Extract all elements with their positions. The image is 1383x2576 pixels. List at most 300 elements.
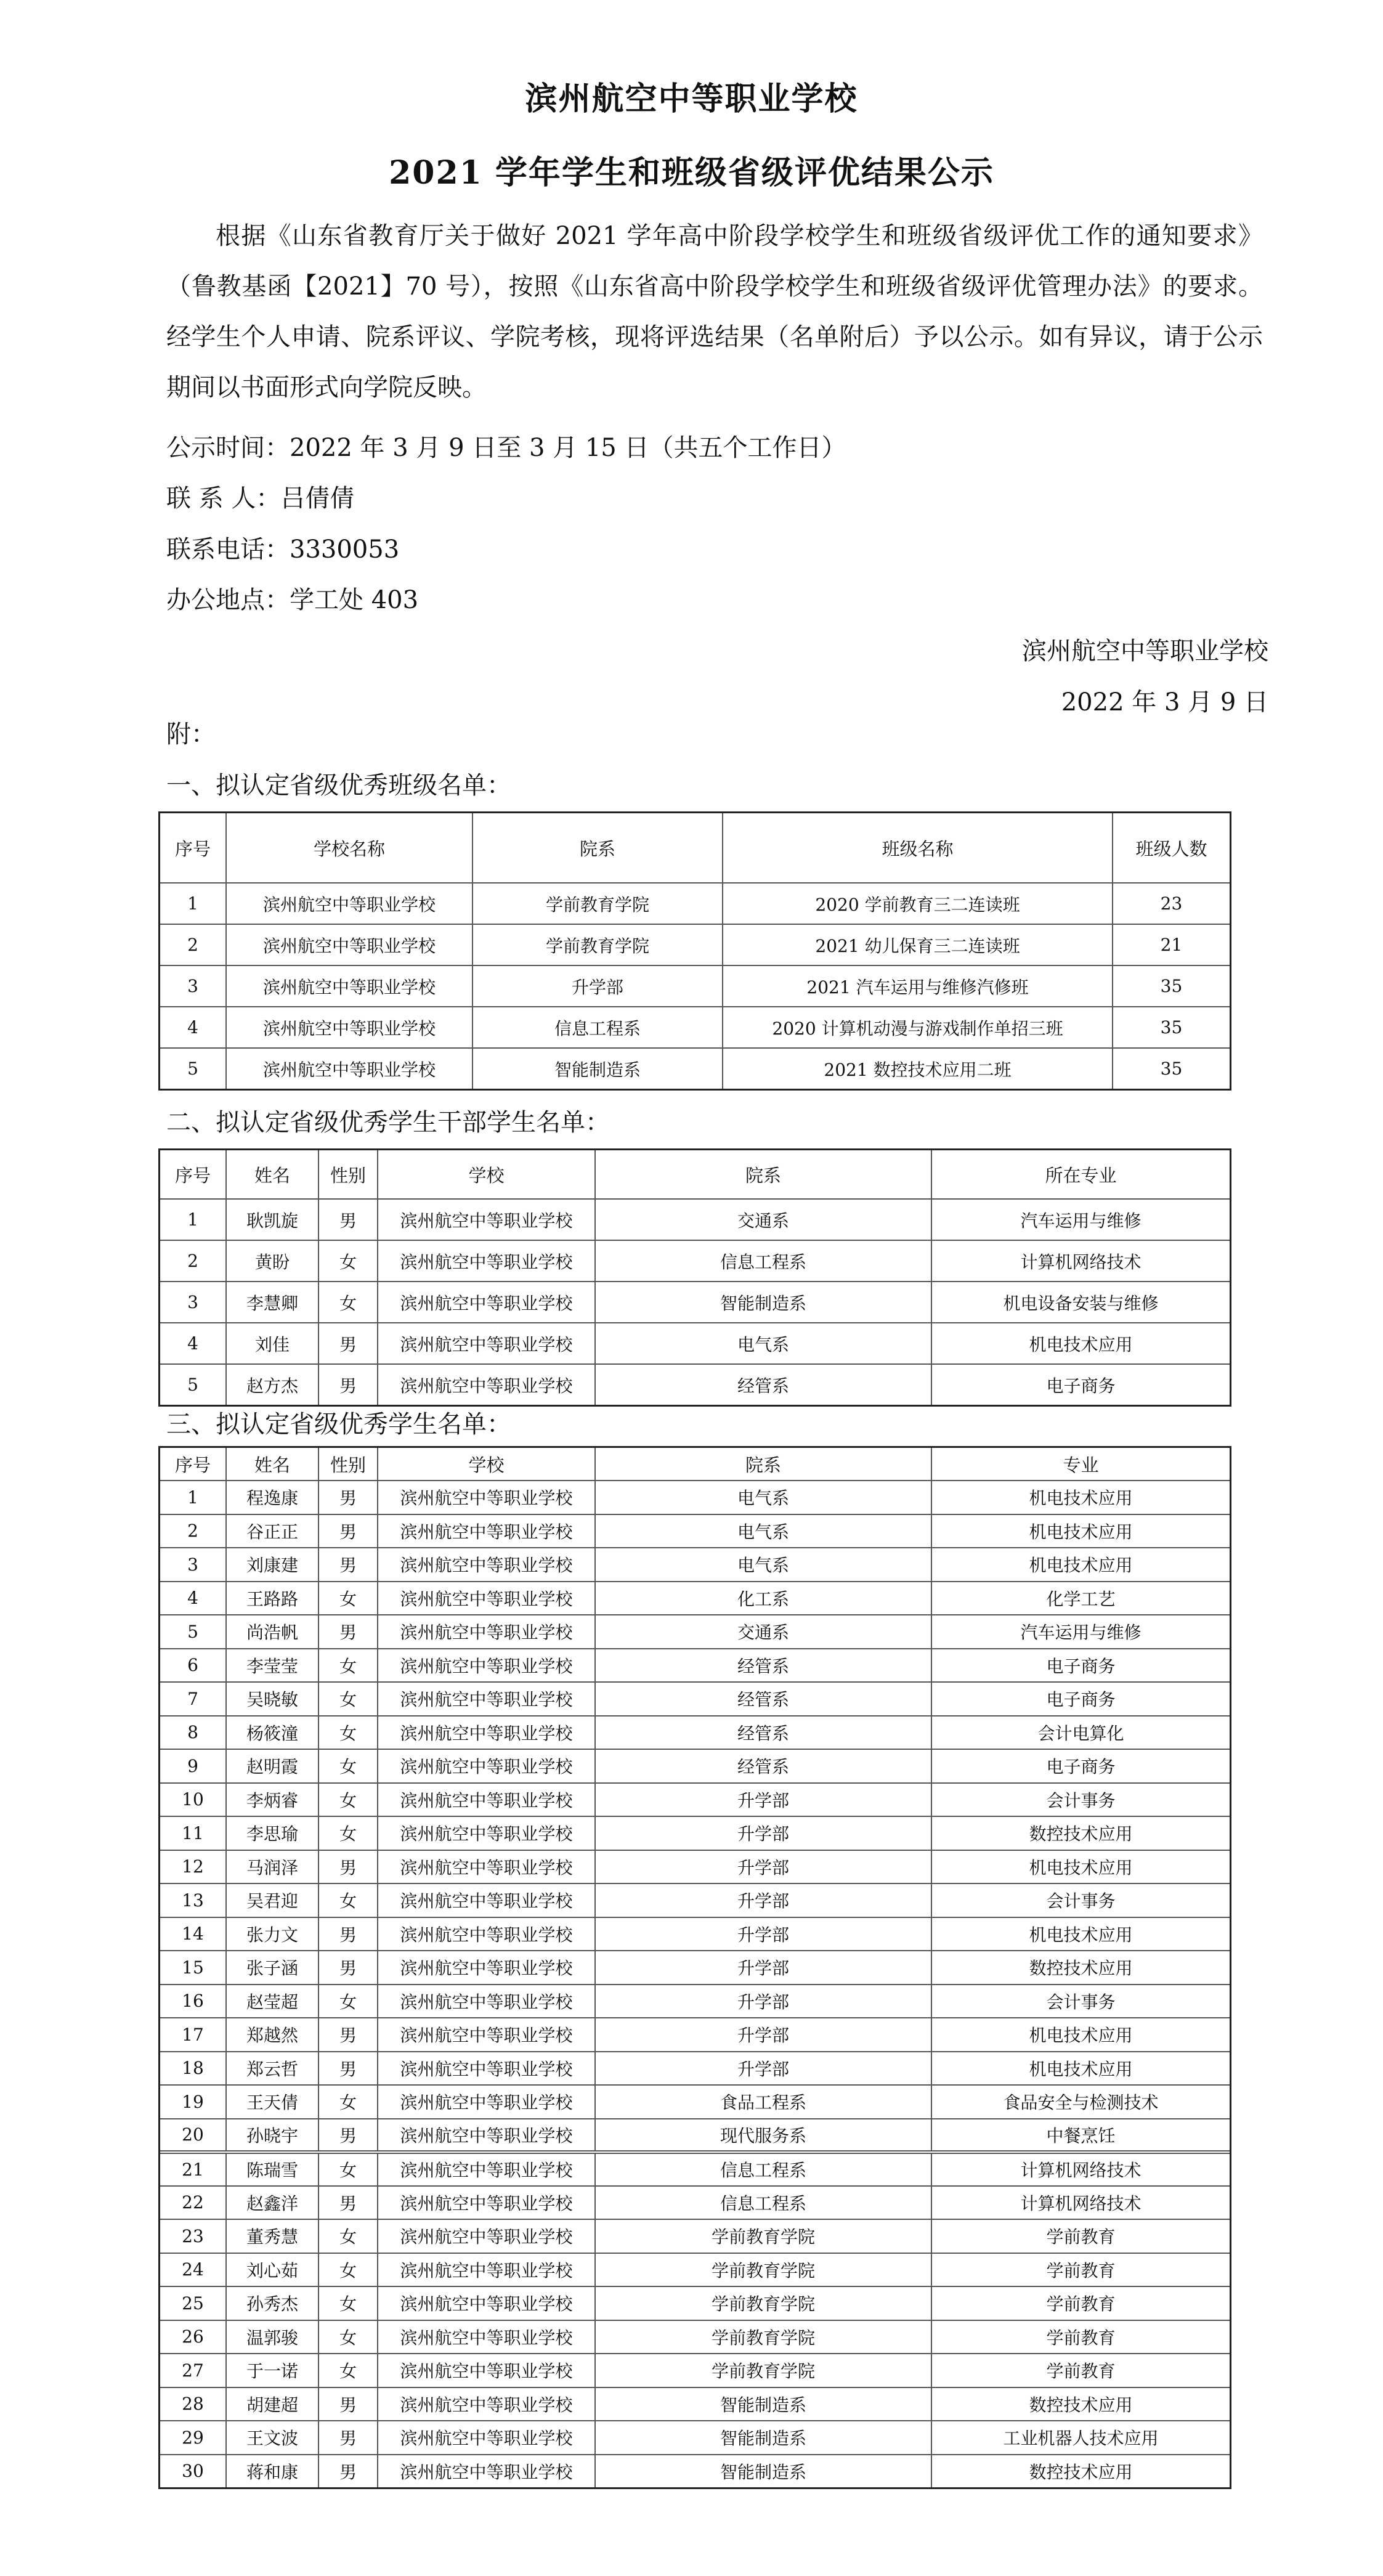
table-cell: 滨州航空中等职业学校	[378, 1649, 595, 1683]
table-cell: 学前教育	[931, 2253, 1230, 2287]
contact-person: 联 系 人：吕倩倩	[166, 484, 355, 513]
table-cell: 李莹莹	[226, 1649, 318, 1683]
table-cell: 女	[318, 1749, 378, 1783]
column-header: 姓名	[226, 1150, 318, 1199]
table-cell: 赵鑫洋	[226, 2186, 318, 2220]
table-cell: 化工系	[595, 1582, 931, 1615]
intro-paragraph: 根据《山东省教育厅关于做好 2021 学年高中阶段学校学生和班级省级评优工作的通知要求》（鲁教基函【2021】70 号），按照《山东省高中阶段学校学生和班级省级评优管理办法》的要求。经学生个人申请、院系评议、学院考核，现将评选结果（名单附后）予以公示。如有异议，请于公示期间以书面形式向学院反映。	[166, 222, 1263, 402]
table-cell: 电气系	[595, 1323, 931, 1364]
table-header-row	[160, 813, 1230, 883]
table-cell: 19	[160, 2085, 226, 2119]
excellent-cadre-table	[159, 1149, 1231, 1406]
table-cell: 王路路	[226, 1582, 318, 1615]
table-cell: 机电技术应用	[931, 2052, 1230, 2086]
table-cell: 男	[318, 1364, 378, 1405]
table-cell: 蒋和康	[226, 2455, 318, 2489]
table-cell: 2021 幼儿保育三二连读班	[723, 924, 1113, 965]
table-row	[160, 1199, 1230, 1240]
table-cell: 滨州航空中等职业学校	[378, 1548, 595, 1582]
column-header: 学校	[378, 1150, 595, 1199]
table-cell: 女	[318, 1582, 378, 1615]
table-cell: 王天倩	[226, 2085, 318, 2119]
table-row	[160, 1582, 1230, 1615]
table-cell: 21	[160, 2152, 226, 2186]
table-cell: 会计事务	[931, 1985, 1230, 2018]
table-cell: 24	[160, 2253, 226, 2287]
table-cell: 男	[318, 1917, 378, 1951]
table-cell: 滨州航空中等职业学校	[378, 1883, 595, 1917]
table-cell: 滨州航空中等职业学校	[378, 1682, 595, 1716]
table-cell: 25	[160, 2286, 226, 2320]
table-cell: 郑越然	[226, 2018, 318, 2052]
table-cell: 电气系	[595, 1481, 931, 1514]
table-cell: 滨州航空中等职业学校	[378, 1615, 595, 1649]
table-row	[160, 2455, 1230, 2489]
table-header-row	[160, 1447, 1230, 1481]
table-cell: 男	[318, 1850, 378, 1884]
table-cell: 3	[160, 965, 226, 1007]
table-cell: 女	[318, 1682, 378, 1716]
table-cell: 男	[318, 2387, 378, 2421]
table-cell: 学前教育	[931, 2354, 1230, 2387]
table-cell: 李思瑜	[226, 1816, 318, 1850]
table-cell: 刘心茹	[226, 2253, 318, 2287]
table-cell: 升学部	[595, 1951, 931, 1985]
table-cell: 7	[160, 1682, 226, 1716]
table-cell: 3	[160, 1548, 226, 1582]
table-cell: 学前教育学院	[595, 2320, 931, 2354]
table-cell: 女	[318, 1649, 378, 1683]
table-cell: 2020 计算机动漫与游戏制作单招三班	[723, 1007, 1113, 1048]
table-cell: 学前教育学院	[595, 2253, 931, 2287]
table-cell: 电子商务	[931, 1749, 1230, 1783]
table-cell: 赵莹超	[226, 1985, 318, 2018]
table-cell: 孙晓宇	[226, 2119, 318, 2153]
table-row	[160, 2119, 1230, 2153]
table-cell: 会计事务	[931, 1883, 1230, 1917]
table-cell: 男	[318, 2421, 378, 2455]
column-header: 序号	[160, 1447, 226, 1481]
table-cell: 2020 学前教育三二连读班	[723, 883, 1113, 924]
table-cell: 女	[318, 2253, 378, 2287]
table-cell: 2	[160, 924, 226, 965]
table-cell: 2	[160, 1514, 226, 1548]
table-cell: 滨州航空中等职业学校	[378, 2052, 595, 2086]
table-cell: 4	[160, 1323, 226, 1364]
table-row	[160, 1649, 1230, 1683]
table-cell: 11	[160, 1816, 226, 1850]
table-row	[160, 924, 1230, 965]
table-cell: 电子商务	[931, 1682, 1230, 1716]
table-row	[160, 2354, 1230, 2387]
table-cell: 男	[318, 1199, 378, 1240]
table-cell: 交通系	[595, 1199, 931, 1240]
table-cell: 汽车运用与维修	[931, 1615, 1230, 1649]
table-cell: 陈瑞雪	[226, 2152, 318, 2186]
table-row	[160, 965, 1230, 1007]
table-cell: 升学部	[595, 1850, 931, 1884]
table-cell: 10	[160, 1783, 226, 1817]
table-cell: 滨州航空中等职业学校	[378, 1716, 595, 1750]
table-cell: 经管系	[595, 1749, 931, 1783]
table-cell: 刘康建	[226, 1548, 318, 1582]
table-cell: 1	[160, 883, 226, 924]
table-cell: 马润泽	[226, 1850, 318, 1884]
table-cell: 23	[1113, 883, 1230, 924]
column-header: 院系	[595, 1447, 931, 1481]
table-cell: 学前教育	[931, 2219, 1230, 2253]
table-cell: 中餐烹饪	[931, 2119, 1230, 2153]
table-cell: 数控技术应用	[931, 2455, 1230, 2489]
table-cell: 滨州航空中等职业学校	[378, 1481, 595, 1514]
section3-heading: 三、拟认定省级优秀学生名单：	[166, 1410, 511, 1439]
column-header: 学校名称	[226, 813, 472, 883]
table-cell: 升学部	[595, 2018, 931, 2052]
table-cell: 男	[318, 1514, 378, 1548]
table-cell: 滨州航空中等职业学校	[378, 2085, 595, 2119]
table-row	[160, 1481, 1230, 1514]
table-cell: 吴晓敏	[226, 1682, 318, 1716]
table-cell: 智能制造系	[595, 2455, 931, 2489]
table-cell: 女	[318, 2354, 378, 2387]
table-cell: 女	[318, 1985, 378, 2018]
column-header: 序号	[160, 1150, 226, 1199]
table-cell: 计算机网络技术	[931, 2152, 1230, 2186]
table-cell: 滨州航空中等职业学校	[378, 2286, 595, 2320]
table-cell: 赵方杰	[226, 1364, 318, 1405]
table-cell: 男	[318, 1615, 378, 1649]
table-cell: 男	[318, 2052, 378, 2086]
table-cell: 杨筱潼	[226, 1716, 318, 1750]
table-cell: 耿凯旋	[226, 1199, 318, 1240]
table-cell: 35	[1113, 1048, 1230, 1089]
table-row	[160, 1323, 1230, 1364]
table-cell: 男	[318, 1951, 378, 1985]
table-cell: 20	[160, 2119, 226, 2153]
table-cell: 汽车运用与维修	[931, 1199, 1230, 1240]
table-row	[160, 2018, 1230, 2052]
table-cell: 滨州航空中等职业学校	[378, 2320, 595, 2354]
table-cell: 女	[318, 2085, 378, 2119]
table-cell: 升学部	[595, 1985, 931, 2018]
table-cell: 滨州航空中等职业学校	[378, 1323, 595, 1364]
table-cell: 男	[318, 2455, 378, 2489]
table-cell: 交通系	[595, 1615, 931, 1649]
table-cell: 计算机网络技术	[931, 1240, 1230, 1282]
table-cell: 机电技术应用	[931, 1850, 1230, 1884]
table-cell: 15	[160, 1951, 226, 1985]
table-cell: 电气系	[595, 1548, 931, 1582]
table-cell: 滨州航空中等职业学校	[226, 883, 472, 924]
table-cell: 升学部	[472, 965, 723, 1007]
table-cell: 滨州航空中等职业学校	[378, 2219, 595, 2253]
table-cell: 赵明霞	[226, 1749, 318, 1783]
column-header: 专业	[931, 1447, 1230, 1481]
column-header: 班级人数	[1113, 813, 1230, 883]
table-cell: 升学部	[595, 1917, 931, 1951]
table-cell: 男	[318, 1548, 378, 1582]
table-cell: 滨州航空中等职业学校	[378, 1199, 595, 1240]
table-cell: 13	[160, 1883, 226, 1917]
table-cell: 机电技术应用	[931, 1548, 1230, 1582]
table-cell: 学前教育学院	[595, 2219, 931, 2253]
table-cell: 男	[318, 2018, 378, 2052]
table-cell: 谷正正	[226, 1514, 318, 1548]
table-header-row	[160, 1150, 1230, 1199]
table-row	[160, 1007, 1230, 1048]
table-cell: 升学部	[595, 1783, 931, 1817]
table-cell: 滨州航空中等职业学校	[378, 1783, 595, 1817]
table-cell: 2	[160, 1240, 226, 1282]
contact-phone: 联系电话：3330053	[166, 535, 400, 564]
table-cell: 信息工程系	[595, 1240, 931, 1282]
excellent-class-table	[159, 812, 1231, 1090]
table-row	[160, 1985, 1230, 2018]
table-row	[160, 1615, 1230, 1649]
column-header: 学校	[378, 1447, 595, 1481]
table-cell: 29	[160, 2421, 226, 2455]
table-cell: 王文波	[226, 2421, 318, 2455]
table-cell: 数控技术应用	[931, 2387, 1230, 2421]
table-cell: 女	[318, 1883, 378, 1917]
table-cell: 电子商务	[931, 1364, 1230, 1405]
table-cell: 学前教育	[931, 2286, 1230, 2320]
table-cell: 经管系	[595, 1649, 931, 1683]
table-cell: 信息工程系	[472, 1007, 723, 1048]
table-cell: 女	[318, 1282, 378, 1323]
table-cell: 刘佳	[226, 1323, 318, 1364]
table-row	[160, 2387, 1230, 2421]
table-cell: 滨州航空中等职业学校	[378, 1816, 595, 1850]
table-cell: 滨州航空中等职业学校	[378, 1850, 595, 1884]
table-cell: 智能制造系	[595, 2421, 931, 2455]
table-cell: 女	[318, 1240, 378, 1282]
table-cell: 男	[318, 2186, 378, 2220]
table-cell: 女	[318, 2152, 378, 2186]
table-cell: 男	[318, 2119, 378, 2153]
table-row	[160, 2085, 1230, 2119]
table-cell: 学前教育学院	[595, 2354, 931, 2387]
table-cell: 滨州航空中等职业学校	[378, 1985, 595, 2018]
column-header: 所在专业	[931, 1150, 1230, 1199]
table-cell: 滨州航空中等职业学校	[378, 1282, 595, 1323]
table-cell: 会计电算化	[931, 1716, 1230, 1750]
table-row	[160, 1682, 1230, 1716]
table-cell: 27	[160, 2354, 226, 2387]
column-header: 班级名称	[723, 813, 1113, 883]
table-cell: 学前教育学院	[472, 883, 723, 924]
table-cell: 滨州航空中等职业学校	[378, 2186, 595, 2220]
table-cell: 6	[160, 1649, 226, 1683]
table-cell: 升学部	[595, 2052, 931, 2086]
column-header: 性别	[318, 1150, 378, 1199]
table-cell: 滨州航空中等职业学校	[378, 2253, 595, 2287]
table-cell: 5	[160, 1364, 226, 1405]
signature-date: 2022 年 3 月 9 日	[1061, 688, 1268, 717]
table-cell: 滨州航空中等职业学校	[378, 2421, 595, 2455]
table-row	[160, 1548, 1230, 1582]
table-cell: 23	[160, 2219, 226, 2253]
table-cell: 食品工程系	[595, 2085, 931, 2119]
table-cell: 李慧卿	[226, 1282, 318, 1323]
table-cell: 计算机网络技术	[931, 2186, 1230, 2220]
table-row	[160, 1883, 1230, 1917]
section1-heading: 一、拟认定省级优秀班级名单：	[166, 771, 511, 800]
table-row	[160, 1282, 1230, 1323]
table-cell: 5	[160, 1048, 226, 1089]
table-cell: 孙秀杰	[226, 2286, 318, 2320]
table-cell: 机电技术应用	[931, 1323, 1230, 1364]
table-row	[160, 2286, 1230, 2320]
table-cell: 机电设备安装与维修	[931, 1282, 1230, 1323]
table-row	[160, 2253, 1230, 2287]
table-cell: 郑云哲	[226, 2052, 318, 2086]
table-cell: 30	[160, 2455, 226, 2489]
section2-heading: 二、拟认定省级优秀学生干部学生名单：	[166, 1108, 610, 1137]
table-cell: 机电技术应用	[931, 1917, 1230, 1951]
table-cell: 28	[160, 2387, 226, 2421]
table-cell: 8	[160, 1716, 226, 1750]
table-row	[160, 1716, 1230, 1750]
column-header: 姓名	[226, 1447, 318, 1481]
excellent-student-table	[159, 1447, 1231, 2489]
notice-title: 2021 学年学生和班级省级评优结果公示	[389, 154, 994, 192]
table-cell: 李炳睿	[226, 1783, 318, 1817]
table-cell: 董秀慧	[226, 2219, 318, 2253]
table-cell: 35	[1113, 1007, 1230, 1048]
column-header: 院系	[595, 1150, 931, 1199]
column-header: 性别	[318, 1447, 378, 1481]
table-cell: 滨州航空中等职业学校	[226, 924, 472, 965]
table-cell: 女	[318, 2286, 378, 2320]
table-cell: 经管系	[595, 1682, 931, 1716]
table-row	[160, 2052, 1230, 2086]
table-cell: 滨州航空中等职业学校	[378, 2018, 595, 2052]
table-cell: 35	[1113, 965, 1230, 1007]
table-row	[160, 2186, 1230, 2220]
table-cell: 会计事务	[931, 1783, 1230, 1817]
table-cell: 信息工程系	[595, 2186, 931, 2220]
table-cell: 滨州航空中等职业学校	[378, 1917, 595, 1951]
table-cell: 数控技术应用	[931, 1951, 1230, 1985]
table-cell: 食品安全与检测技术	[931, 2085, 1230, 2119]
table-cell: 滨州航空中等职业学校	[378, 1749, 595, 1783]
signature-org: 滨州航空中等职业学校	[1022, 637, 1268, 665]
table-cell: 滨州航空中等职业学校	[226, 1007, 472, 1048]
table-cell: 程逸康	[226, 1481, 318, 1514]
table-cell: 14	[160, 1917, 226, 1951]
table-row	[160, 2421, 1230, 2455]
table-cell: 经管系	[595, 1716, 931, 1750]
table-cell: 学前教育学院	[472, 924, 723, 965]
table-cell: 滨州航空中等职业学校	[378, 1582, 595, 1615]
table-cell: 智能制造系	[595, 1282, 931, 1323]
table-cell: 张子涵	[226, 1951, 318, 1985]
table-cell: 机电技术应用	[931, 1514, 1230, 1548]
table-cell: 滨州航空中等职业学校	[226, 1048, 472, 1089]
office-location: 办公地点：学工处 403	[166, 586, 419, 614]
table-cell: 2021 汽车运用与维修汽修班	[723, 965, 1113, 1007]
table-cell: 工业机器人技术应用	[931, 2421, 1230, 2455]
table-row	[160, 2152, 1230, 2186]
table-cell: 尚浩帆	[226, 1615, 318, 1649]
table-cell: 12	[160, 1850, 226, 1884]
announcement-time: 公示时间：2022 年 3 月 9 日至 3 月 15 日（共五个工作日）	[166, 434, 846, 462]
table-cell: 机电技术应用	[931, 2018, 1230, 2052]
table-cell: 张力文	[226, 1917, 318, 1951]
table-cell: 学前教育	[931, 2320, 1230, 2354]
table-cell: 升学部	[595, 1883, 931, 1917]
table-cell: 26	[160, 2320, 226, 2354]
table-cell: 18	[160, 2052, 226, 2086]
table-cell: 1	[160, 1199, 226, 1240]
table-cell: 胡建超	[226, 2387, 318, 2421]
table-cell: 智能制造系	[472, 1048, 723, 1089]
table-row	[160, 1917, 1230, 1951]
table-cell: 黄盼	[226, 1240, 318, 1282]
table-cell: 女	[318, 2320, 378, 2354]
column-header: 院系	[472, 813, 723, 883]
table-row	[160, 883, 1230, 924]
table-cell: 滨州航空中等职业学校	[378, 2455, 595, 2489]
table-cell: 男	[318, 1323, 378, 1364]
table-cell: 滨州航空中等职业学校	[378, 2354, 595, 2387]
table-cell: 电子商务	[931, 1649, 1230, 1683]
table-row	[160, 1240, 1230, 1282]
table-cell: 2021 数控技术应用二班	[723, 1048, 1113, 1089]
attachment-label: 附：	[166, 720, 216, 749]
table-cell: 滨州航空中等职业学校	[378, 1514, 595, 1548]
table-cell: 滨州航空中等职业学校	[378, 2119, 595, 2153]
table-cell: 21	[1113, 924, 1230, 965]
table-row	[160, 1749, 1230, 1783]
table-cell: 5	[160, 1615, 226, 1649]
table-cell: 温郭骏	[226, 2320, 318, 2354]
table-cell: 9	[160, 1749, 226, 1783]
table-cell: 滨州航空中等职业学校	[378, 1951, 595, 1985]
table-cell: 吴君迎	[226, 1883, 318, 1917]
table-cell: 信息工程系	[595, 2152, 931, 2186]
table-cell: 4	[160, 1007, 226, 1048]
table-cell: 智能制造系	[595, 2387, 931, 2421]
table-cell: 女	[318, 2219, 378, 2253]
table-cell: 男	[318, 1481, 378, 1514]
table-cell: 女	[318, 1816, 378, 1850]
table-cell: 4	[160, 1582, 226, 1615]
table-cell: 17	[160, 2018, 226, 2052]
table-cell: 1	[160, 1481, 226, 1514]
table-cell: 滨州航空中等职业学校	[378, 1364, 595, 1405]
table-row	[160, 1514, 1230, 1548]
table-cell: 化学工艺	[931, 1582, 1230, 1615]
table-cell: 滨州航空中等职业学校	[378, 1240, 595, 1282]
table-cell: 滨州航空中等职业学校	[378, 2387, 595, 2421]
table-cell: 升学部	[595, 1816, 931, 1850]
table-row	[160, 2320, 1230, 2354]
table-cell: 女	[318, 1783, 378, 1817]
table-cell: 于一诺	[226, 2354, 318, 2387]
table-cell: 滨州航空中等职业学校	[378, 2152, 595, 2186]
table-cell: 现代服务系	[595, 2119, 931, 2153]
table-cell: 数控技术应用	[931, 1816, 1230, 1850]
table-cell: 机电技术应用	[931, 1481, 1230, 1514]
table-row	[160, 1951, 1230, 1985]
table-row	[160, 1816, 1230, 1850]
table-row	[160, 1048, 1230, 1089]
table-cell: 经管系	[595, 1364, 931, 1405]
table-cell: 女	[318, 1716, 378, 1750]
table-cell: 3	[160, 1282, 226, 1323]
